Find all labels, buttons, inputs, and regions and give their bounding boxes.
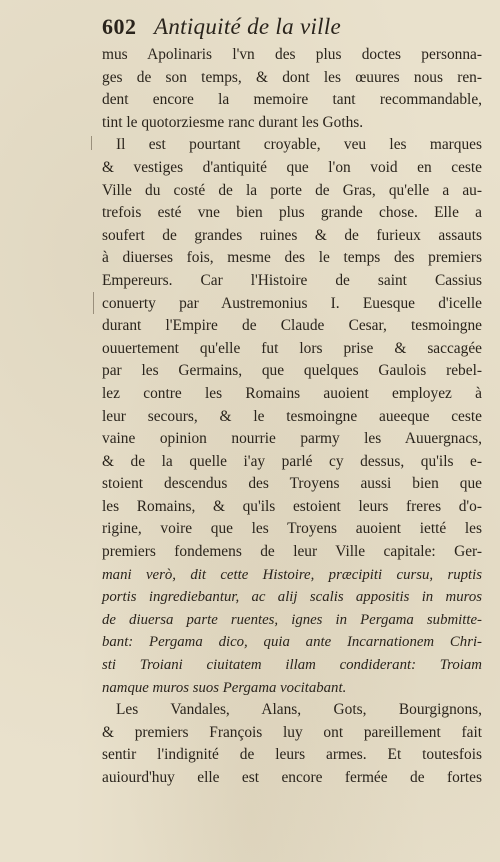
text-line: vaine opinion nourrie parmy les Auuergnacs, bbox=[102, 430, 482, 448]
text-line: conuerty par Austremonius I. Euesque d'icelle bbox=[102, 294, 482, 312]
text-line: & premiers François luy ont pareillement fait bbox=[102, 723, 482, 741]
text-line: à diuerses fois, mesme des le temps des premiers bbox=[102, 249, 482, 267]
text-line: par les Germains, que quelques Gaulois rebel- bbox=[102, 362, 482, 380]
margin-mark bbox=[93, 292, 94, 314]
page-number: 602 bbox=[102, 14, 137, 39]
text-line: Il est pourtant croyable, veu les marques bbox=[116, 136, 482, 154]
text-line: trefois esté vne bien plus grande chose. Elle a bbox=[102, 204, 482, 222]
text-line: lez contre les Romains auoient employez à bbox=[102, 384, 482, 402]
text-line: de diuersa parte ruentes, ignes in Pergama submitte- bbox=[102, 611, 482, 628]
text-line: sentir l'indignité de leurs armes. Et toutesfois bbox=[102, 746, 482, 764]
text-line: soufert de grandes ruines & de furieux assauts bbox=[102, 226, 482, 244]
text-line: auiourd'huy elle est encore fermée de fortes bbox=[102, 769, 482, 786]
running-title: Antiquité de la ville bbox=[154, 14, 342, 39]
text-line: rigine, voire que les Troyens auoient ietté les bbox=[102, 520, 482, 538]
text-line: mus Apolinaris l'vn des plus doctes personna- bbox=[102, 46, 482, 63]
text-line: stoient descendus des Troyens aussi bien que bbox=[102, 475, 482, 493]
text-line: dent encore la memoire tant recommandable, bbox=[102, 91, 482, 109]
text-line: bant: Pergama dico, quia ante Incarnationem Chri- bbox=[102, 634, 482, 651]
text-line: les Romains, & qu'ils estoient leurs freres d'o- bbox=[102, 497, 482, 515]
text-line: & vestiges d'antiquité que l'on void en ceste bbox=[102, 158, 482, 176]
text-line: Ville du costé de la porte de Gras, qu'elle a au- bbox=[102, 181, 482, 199]
text-line: ges de son temps, & dont les œuures nous ren- bbox=[102, 68, 482, 86]
text-line: sti Troiani ciuitatem illam condiderant: Troiam bbox=[102, 657, 482, 674]
text-line: Les Vandales, Alans, Gots, Bourgignons, bbox=[116, 701, 482, 719]
text-line: durant l'Empire de Claude Cesar, tesmoingne bbox=[102, 317, 482, 335]
text-line: ouuertement qu'elle fut lors prise & saccagée bbox=[102, 339, 482, 357]
running-head bbox=[102, 14, 482, 44]
text-line: Empereurs. Car l'Histoire de saint Cassius bbox=[102, 271, 482, 289]
text-line: portis ingrediebantur, ac alij scalis appositis in muros bbox=[102, 589, 482, 606]
text-line: & de la quelle i'ay parlé cy dessus, qu'ils e- bbox=[102, 452, 482, 470]
text-line: leur secours, & le tesmoingne aueeque ceste bbox=[102, 407, 482, 425]
text-line: mani verò, dit cette Histoire, præcipiti cursu, ruptis bbox=[102, 566, 482, 583]
text-line: premiers fondemens de leur Ville capitale: Ger- bbox=[102, 543, 482, 561]
margin-mark bbox=[91, 136, 92, 150]
text-line: tint le quotorziesme ranc durant les Goths. bbox=[102, 113, 364, 131]
body-text bbox=[102, 44, 482, 790]
text-line: namque muros suos Pergama vocitabant. bbox=[102, 679, 347, 696]
